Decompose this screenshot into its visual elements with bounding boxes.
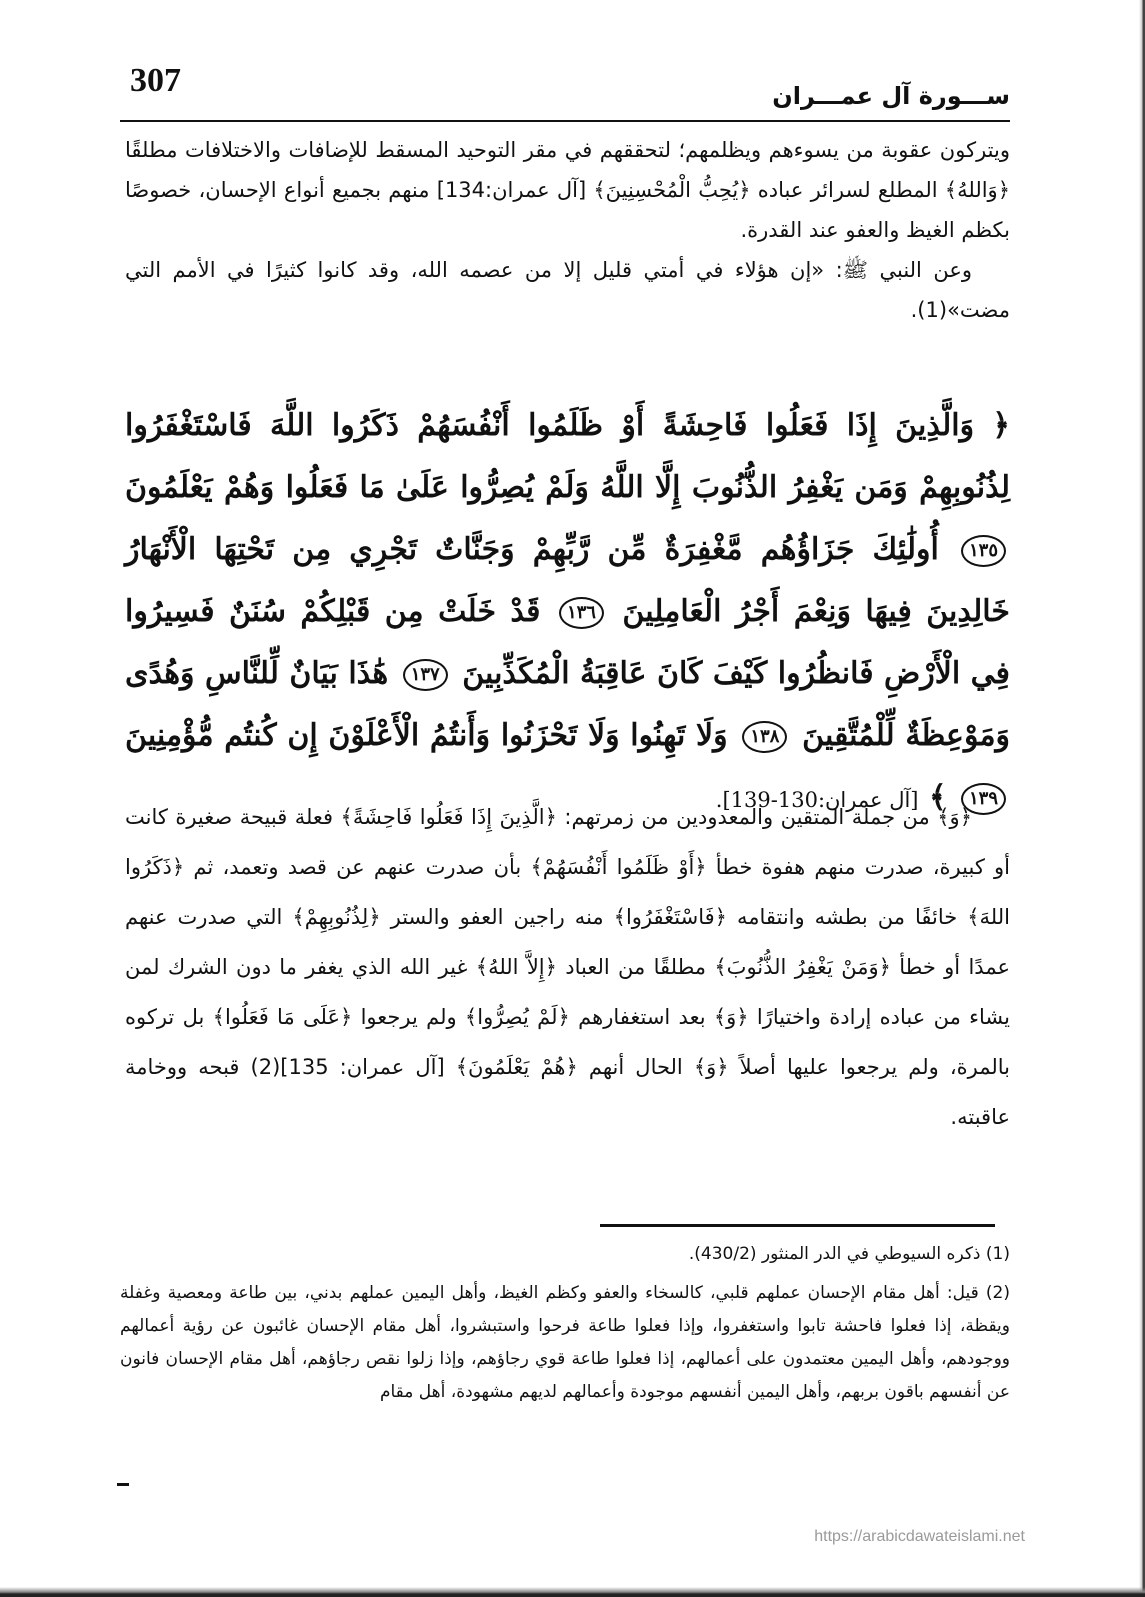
hadith-paragraph: وعن النبي ﷺ: «إن هؤلاء في أمتي قليل إلا من عصمه الله، وقد كانوا كثيرًا في الأمم التي مضت»(1). (125, 258, 1010, 322)
quran-verses (125, 395, 1010, 831)
verse-text: وَلَا تَهِنُوا وَلَا تَحْزَنُوا وَأَنتُمُ الْأَعْلَوْنَ إِن كُنتُم مُّؤْمِنِينَ (125, 718, 728, 753)
page-number: 307 (130, 62, 181, 99)
continuation-dash (117, 1483, 129, 1486)
ayah-number-marker: ١٣٧ (403, 659, 448, 691)
verse-text: ﴿ وَالَّذِينَ إِذَا فَعَلُوا فَاحِشَةً أَوْ ظَلَمُوا أَنْفُسَهُمْ ذَكَرُوا اللَّهَ فَاسْتَغْفَرُوا لِذُنُوبِهِمْ وَمَن يَغْفِرُ الذُّنُوبَ إِلَّا اللَّهُ وَلَمْ يُصِرُّوا عَلَىٰ مَا فَعَلُوا وَهُمْ يَعْلَمُونَ (125, 408, 1010, 505)
footnote-rule (600, 1224, 995, 1227)
footnote-2: (2) قيل: أهل مقام الإحسان عملهم قلبي، كالسخاء والعفو وكظم الغيظ، وأهل اليمين عملهم بدني، بين طاعة ومعصية وغفلة ويقظة، إذا فعلوا فاحشة تابوا واستغفروا، وإذا فعلوا طاعة فرحوا واستبشروا، أهل مقام الإحسان غائبون عن رؤية أعمالهم ووجودهم، وأهل اليمين معتمدون على أعمالهم، إذا فعلوا طاعة قوي رجاؤهم، وإذا زلوا نقص رجاؤهم، أهل مقام الإحسان فانون عن أنفسهم باقون بربهم، وأهل اليمين أنفسهم موجودة وأعمالهم لديهم مشهودة، أهل مقام (120, 1283, 1010, 1402)
watermark-url: https://arabicdawateislami.net (814, 1528, 1025, 1545)
verse-text: هَٰذَا بَيَانٌ لِّلنَّاسِ وَهُدًى وَمَوْعِظَةٌ لِّلْمُتَّقِينَ (125, 656, 1010, 753)
ayah-number-marker: ١٣٩ (961, 783, 1006, 815)
verse-close-bracket: ﴾ (928, 780, 947, 815)
commentary-paragraph: ﴿وَ﴾ من جملة المتقين والمعدودين من زمرتهم: ﴿الَّذِينَ إِذَا فَعَلُوا فَاحِشَةً﴾ فعلة قبيحة صغيرة كانت أو كبيرة، صدرت منهم هفوة خطأ ﴿أَوْ ظَلَمُوا أَنْفُسَهُمْ﴾ بأن صدرت عنهم عن قصد وتعمد، ثم ﴿ذَكَرُوا اللهَ﴾ خائفًا من بطشه وانتقامه ﴿فَاسْتَغْفَرُوا﴾ منه راجين العفو والستر ﴿لِذُنُوبِهِمْ﴾ التي صدرت عنهم عمدًا أو خطأ ﴿وَمَنْ يَغْفِرُ الذُّنُوبَ﴾ مطلقًا من العباد ﴿إِلاَّ اللهُ﴾ غير الله الذي يغفر ما دون الشرك لمن يشاء من عباده إرادة واختيارًا ﴿وَ﴾ بعد استغفارهم ﴿لَمْ يُصِرُّوا﴾ ولم يرجعوا ﴿عَلَى مَا فَعَلُوا﴾ بل تركوه بالمرة، ولم يرجعوا عليها أصلاً ﴿وَ﴾ الحال أنهم ﴿هُمْ يَعْلَمُونَ﴾ [آل عمران: 135](2) قبحه ووخامة عاقبته. (125, 805, 1011, 1129)
verse-text: أُولَٰئِكَ جَزَاؤُهُم مَّغْفِرَةٌ مِّن رَّبِّهِمْ وَجَنَّاتٌ تَجْرِي مِن تَحْتِهَا الْأَنْهَارُ خَالِدِينَ فِيهَا وَنِعْمَ أَجْرُ الْعَامِلِينَ (125, 532, 1010, 629)
page-bottom-edge (0, 1587, 1145, 1597)
ayah-number-marker: ١٣٨ (742, 721, 787, 753)
header-rule (120, 120, 1010, 122)
footnotes (120, 1238, 1010, 1415)
footnote-1: (1) ذكره السيوطي في الدر المنثور (430/2). (688, 1244, 1010, 1264)
verse-reference: [آل عمران:130-139]. (715, 788, 919, 812)
body-text (125, 130, 1010, 330)
running-title: ســـورة آل عمـــران (772, 82, 1010, 110)
verse-text: قَدْ خَلَتْ مِن قَبْلِكُمْ سُنَنٌ فَسِيرُوا فِي الْأَرْضِ فَانظُرُوا كَيْفَ كَانَ عَاقِبَةُ الْمُكَذِّبِينَ (125, 594, 1010, 691)
commentary-text (125, 792, 1010, 1142)
ayah-number-marker: ١٣٥ (961, 535, 1006, 567)
page-right-edge (1139, 0, 1145, 1597)
ayah-number-marker: ١٣٦ (559, 597, 604, 629)
page-header (120, 62, 1010, 112)
body-paragraph: ويتركون عقوبة من يسوءهم ويظلمهم؛ لتحققهم في مقر التوحيد المسقط للإضافات والاختلافات مطلقًا ﴿وَاللهُ﴾ المطلع لسرائر عباده ﴿يُحِبُّ الْمُحْسِنِينَ﴾ [آل عمران:134] منهم بجميع أنواع الإحسان، خصوصًا بكظم الغيظ والعفو عند القدرة. (125, 138, 1010, 242)
